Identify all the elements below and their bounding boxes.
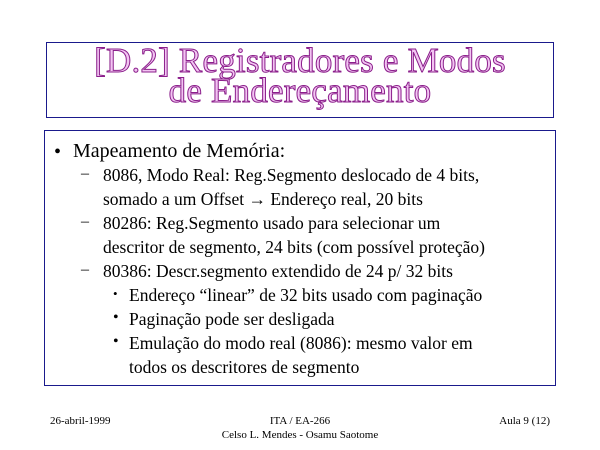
sub-sub-bullet-marker: •: [113, 286, 118, 301]
footer-page-number: Aula 9 (12): [499, 415, 550, 427]
sub-bullet-8086-line1: 8086, Modo Real: Reg.Segmento deslocado de 4 bits,: [103, 165, 480, 185]
sub-bullet-marker: –: [81, 165, 89, 182]
sub-bullet-marker: –: [81, 213, 89, 230]
sub-sub-bullet-marker: •: [113, 309, 119, 326]
sub-bullet-8086-line2: somado a um Offset → Endereço real, 20 bits: [103, 189, 423, 209]
sub-sub-bullet-linear-address: Endereço “linear” de 32 bits usado com paginação: [129, 285, 483, 305]
sub-sub-bullet-paging: Paginação pode ser desligada: [129, 309, 335, 329]
footer-authors: Celso L. Mendes - Osamu Saotome: [221, 429, 379, 441]
sub-bullet-marker: –: [81, 261, 89, 278]
sub-bullet-80386-line1: 80386: Descr.segmento extendido de 24 p/ 32 bits: [103, 261, 453, 281]
sub-bullet-80286-line1: 80286: Reg.Segmento usado para selecionar um: [103, 213, 441, 233]
bullet-marker: •: [54, 141, 62, 163]
slide-title-line2: de Endereçamento: [168, 71, 432, 110]
slide-title: [46, 42, 554, 118]
footer-date: 26-abril-1999: [50, 415, 111, 427]
sub-sub-bullet-marker: •: [113, 333, 119, 350]
sub-sub-bullet-emulation-line1: Emulação do modo real (8086): mesmo valor em: [129, 333, 473, 353]
footer-course: ITA / EA-266: [269, 415, 331, 427]
sub-bullet-80286-line2: descritor de segmento, 24 bits (com possível proteção): [103, 237, 485, 257]
slide-content: [44, 130, 556, 386]
slide-title-line1: [D.2] Registradores e Modos: [94, 41, 506, 80]
bullet-text-memory-mapping: Mapeamento de Memória:: [73, 140, 286, 162]
sub-sub-bullet-emulation-line2: todos os descritores de segmento: [129, 357, 360, 377]
